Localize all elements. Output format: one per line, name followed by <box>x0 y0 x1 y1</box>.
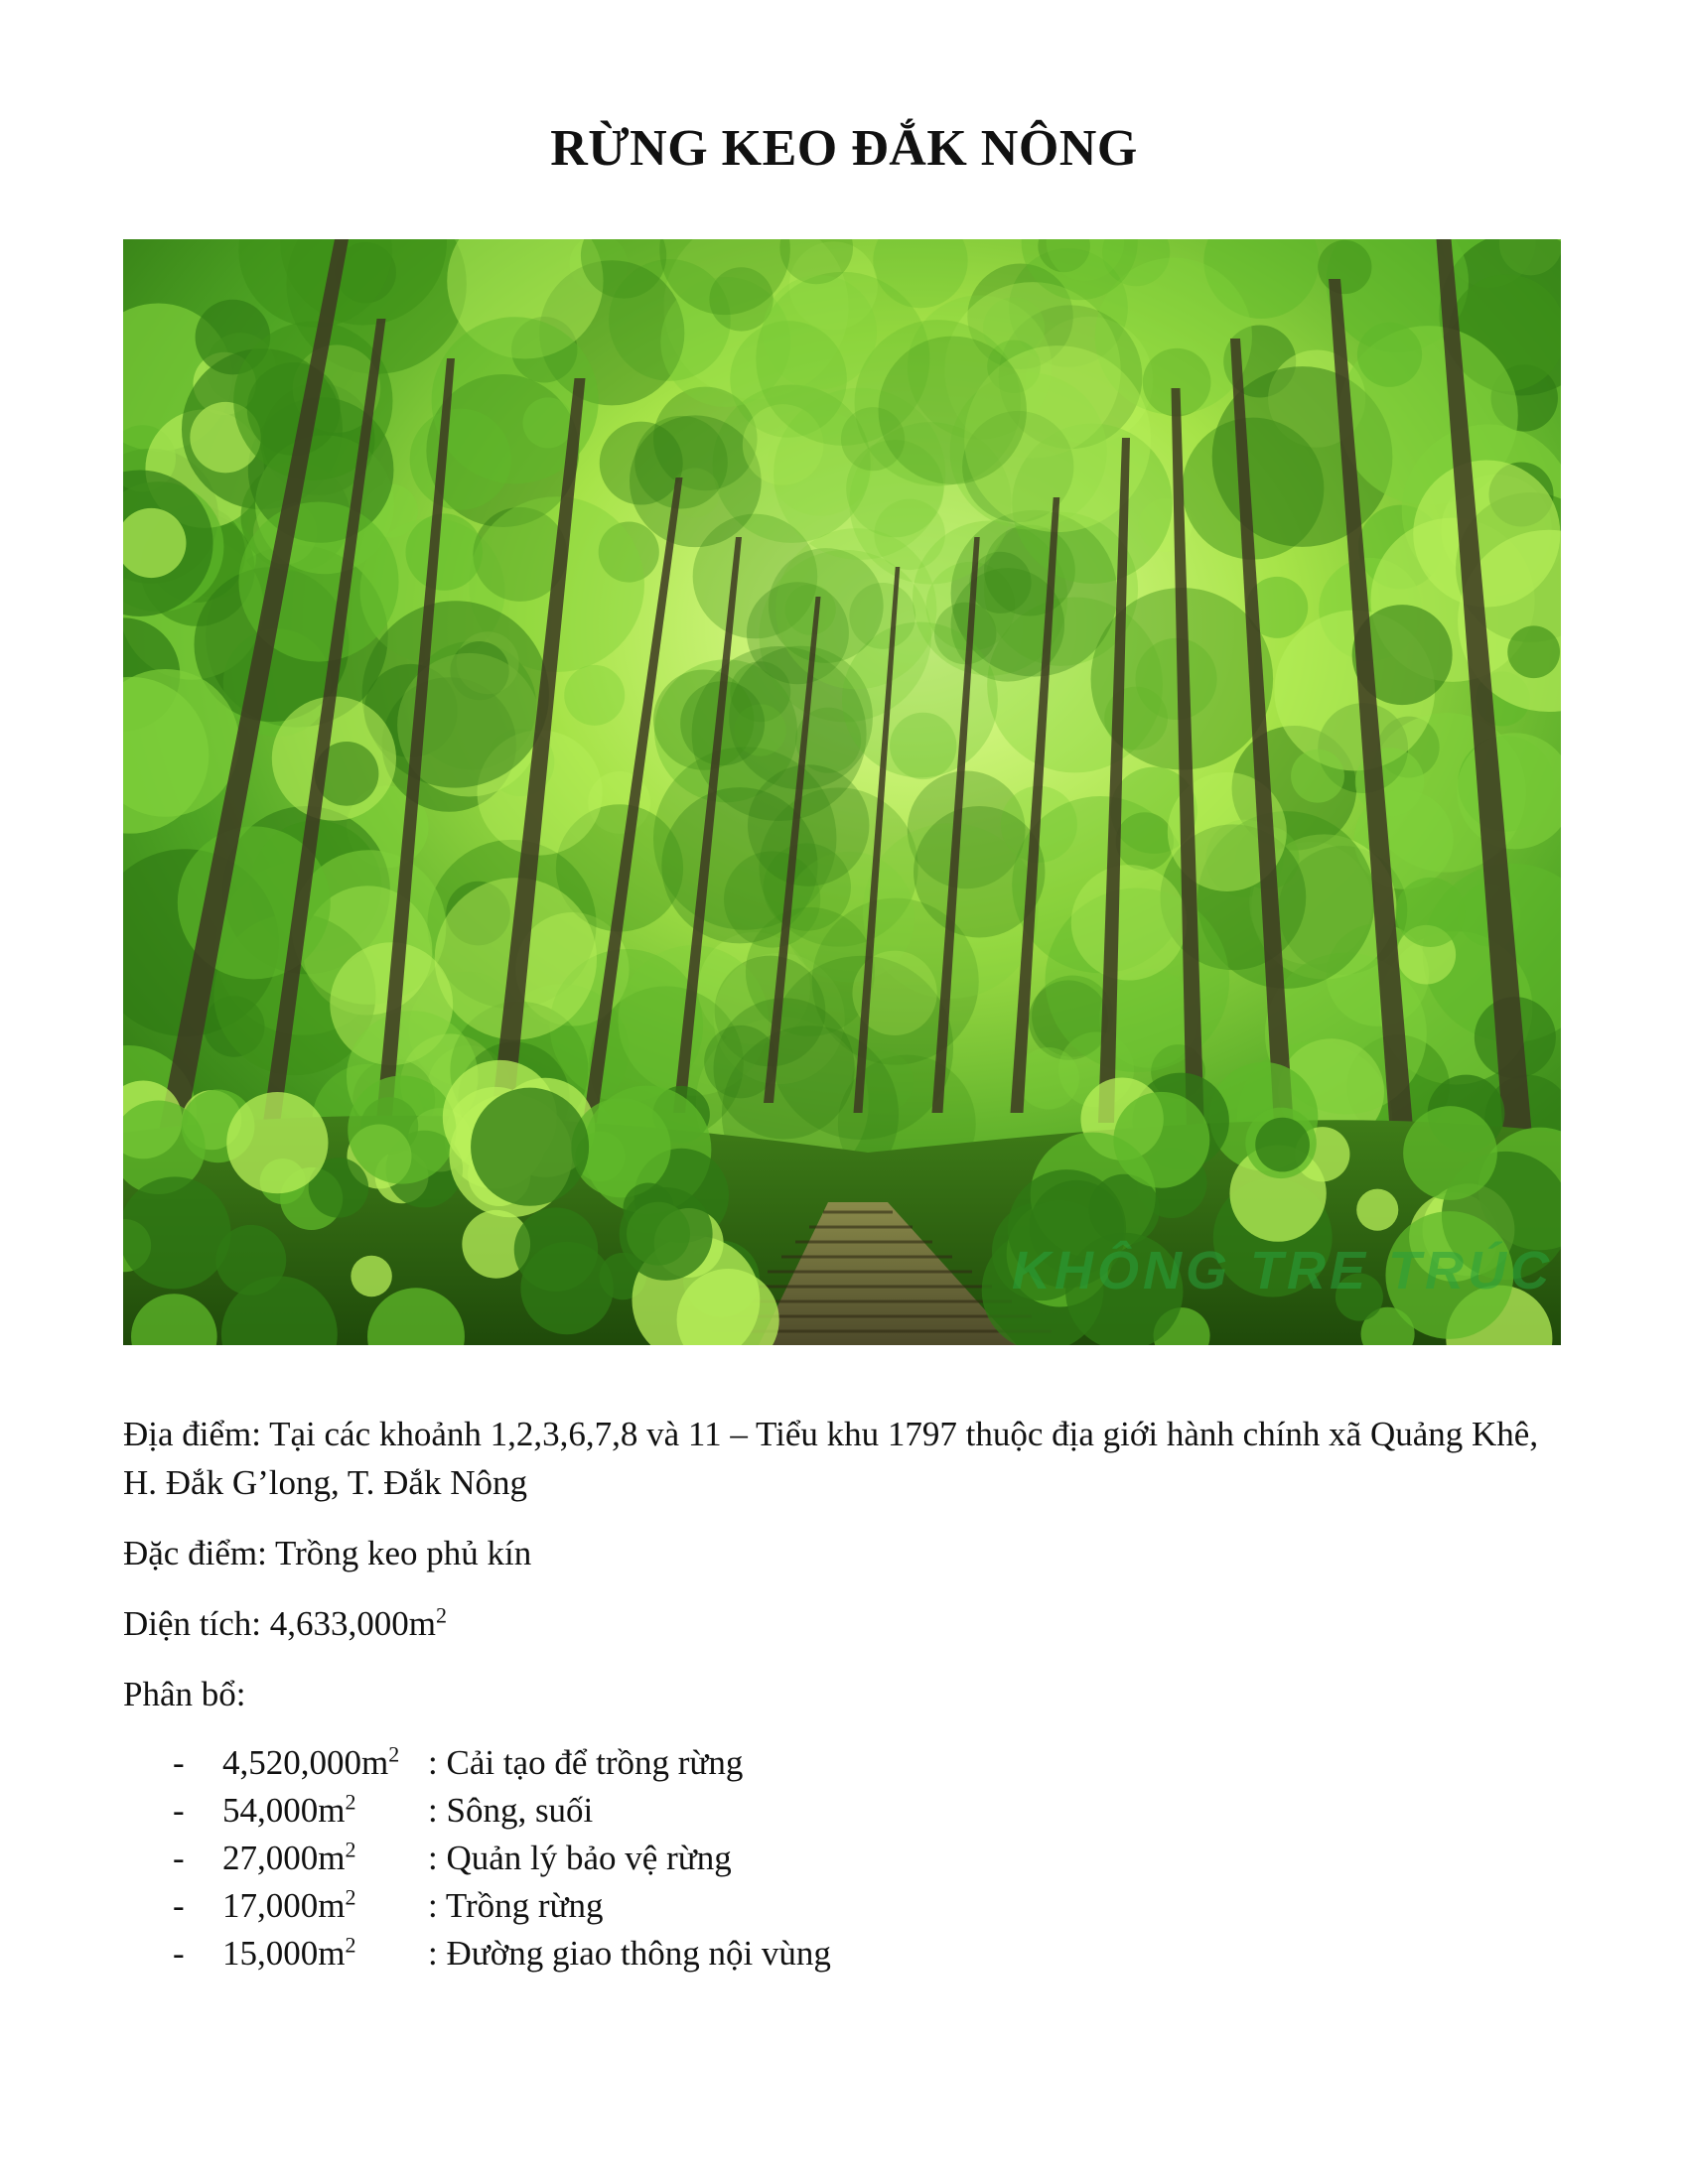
bush <box>226 1092 328 1193</box>
feature-label: Đặc điểm: <box>123 1534 267 1572</box>
list-item <box>123 1930 1414 1978</box>
list-description: : Đường giao thông nội vùng <box>428 1934 831 1973</box>
list-amount: $27,000m^2$ <box>222 1837 356 1877</box>
list-item <box>123 1882 1414 1930</box>
distribution-heading: Phân bổ: <box>123 1675 246 1713</box>
list-amount: $15,000m^2$ <box>222 1932 356 1973</box>
list-bullet: - <box>173 1886 185 1925</box>
area-value: 4,633,000m <box>269 1604 436 1643</box>
bush <box>514 1207 599 1292</box>
list-amount: $54,000m^2$ <box>222 1789 356 1830</box>
list-bullet: - <box>173 1791 185 1830</box>
leaf-cluster <box>564 665 625 726</box>
leaf-cluster <box>763 275 877 389</box>
leaf-cluster <box>879 337 1027 484</box>
list-description: : Sông, suối <box>428 1791 594 1830</box>
feature-paragraph <box>123 1529 1573 1577</box>
leaf-cluster <box>630 415 762 547</box>
location-text: Tại các khoảnh 1,2,3,6,7,8 và 11 – Tiểu khu 1797 thuộc địa giới hành chính xã Quảng Khê, H. Đắk G’long, T. Đắk Nông <box>123 1415 1539 1502</box>
area-paragraph <box>123 1599 1573 1648</box>
distribution-list <box>123 1739 1414 1978</box>
bush <box>471 1088 589 1206</box>
leaf-cluster <box>714 998 855 1139</box>
forest-illustration <box>123 239 1561 1345</box>
bush <box>1403 1106 1497 1200</box>
leaf-cluster <box>1071 865 1187 980</box>
list-amount: $17,000m^2$ <box>222 1884 356 1925</box>
location-label: Địa điểm: <box>123 1415 261 1453</box>
feature-text: Trồng keo phủ kín <box>274 1534 532 1572</box>
forest-photo <box>123 239 1561 1345</box>
bush <box>620 1187 713 1281</box>
list-item <box>123 1787 1414 1835</box>
area-unit-superscript: 2 <box>435 1602 447 1628</box>
list-description: : Cải tạo để trồng rừng <box>428 1743 744 1782</box>
leaf-cluster <box>405 513 482 590</box>
leaf-cluster <box>769 548 884 663</box>
leaf-cluster <box>1291 750 1344 803</box>
bush <box>351 1256 391 1297</box>
details-section <box>123 1410 1573 1740</box>
leaf-cluster <box>748 764 869 886</box>
leaf-cluster <box>1413 460 1560 607</box>
leaf-cluster <box>1396 878 1466 947</box>
bush <box>1255 1118 1310 1172</box>
leaf-cluster <box>653 669 754 769</box>
area-label: Diện tích: <box>123 1604 261 1643</box>
list-description: : Trồng rừng <box>428 1886 604 1925</box>
bush <box>1356 1189 1398 1231</box>
leaf-cluster <box>1507 625 1560 678</box>
list-amount: $4,520,000m^2$ <box>222 1741 400 1782</box>
list-item <box>123 1739 1414 1787</box>
bush <box>1113 1092 1209 1188</box>
list-bullet: - <box>173 1934 185 1973</box>
bush <box>348 1075 456 1183</box>
list-item <box>123 1835 1414 1882</box>
list-bullet: - <box>173 1743 185 1782</box>
page-title: RỪNG KEO ĐẮK NÔNG <box>550 120 1138 177</box>
leaf-cluster <box>1357 323 1422 387</box>
location-paragraph <box>123 1410 1573 1507</box>
leaf-cluster <box>1318 240 1371 294</box>
photo-watermark: KHÔNG TRE TRÚC <box>1012 1241 1553 1300</box>
list-description: : Quản lý bảo vệ rừng <box>428 1839 732 1877</box>
list-bullet: - <box>173 1839 185 1877</box>
bush <box>123 1176 231 1289</box>
